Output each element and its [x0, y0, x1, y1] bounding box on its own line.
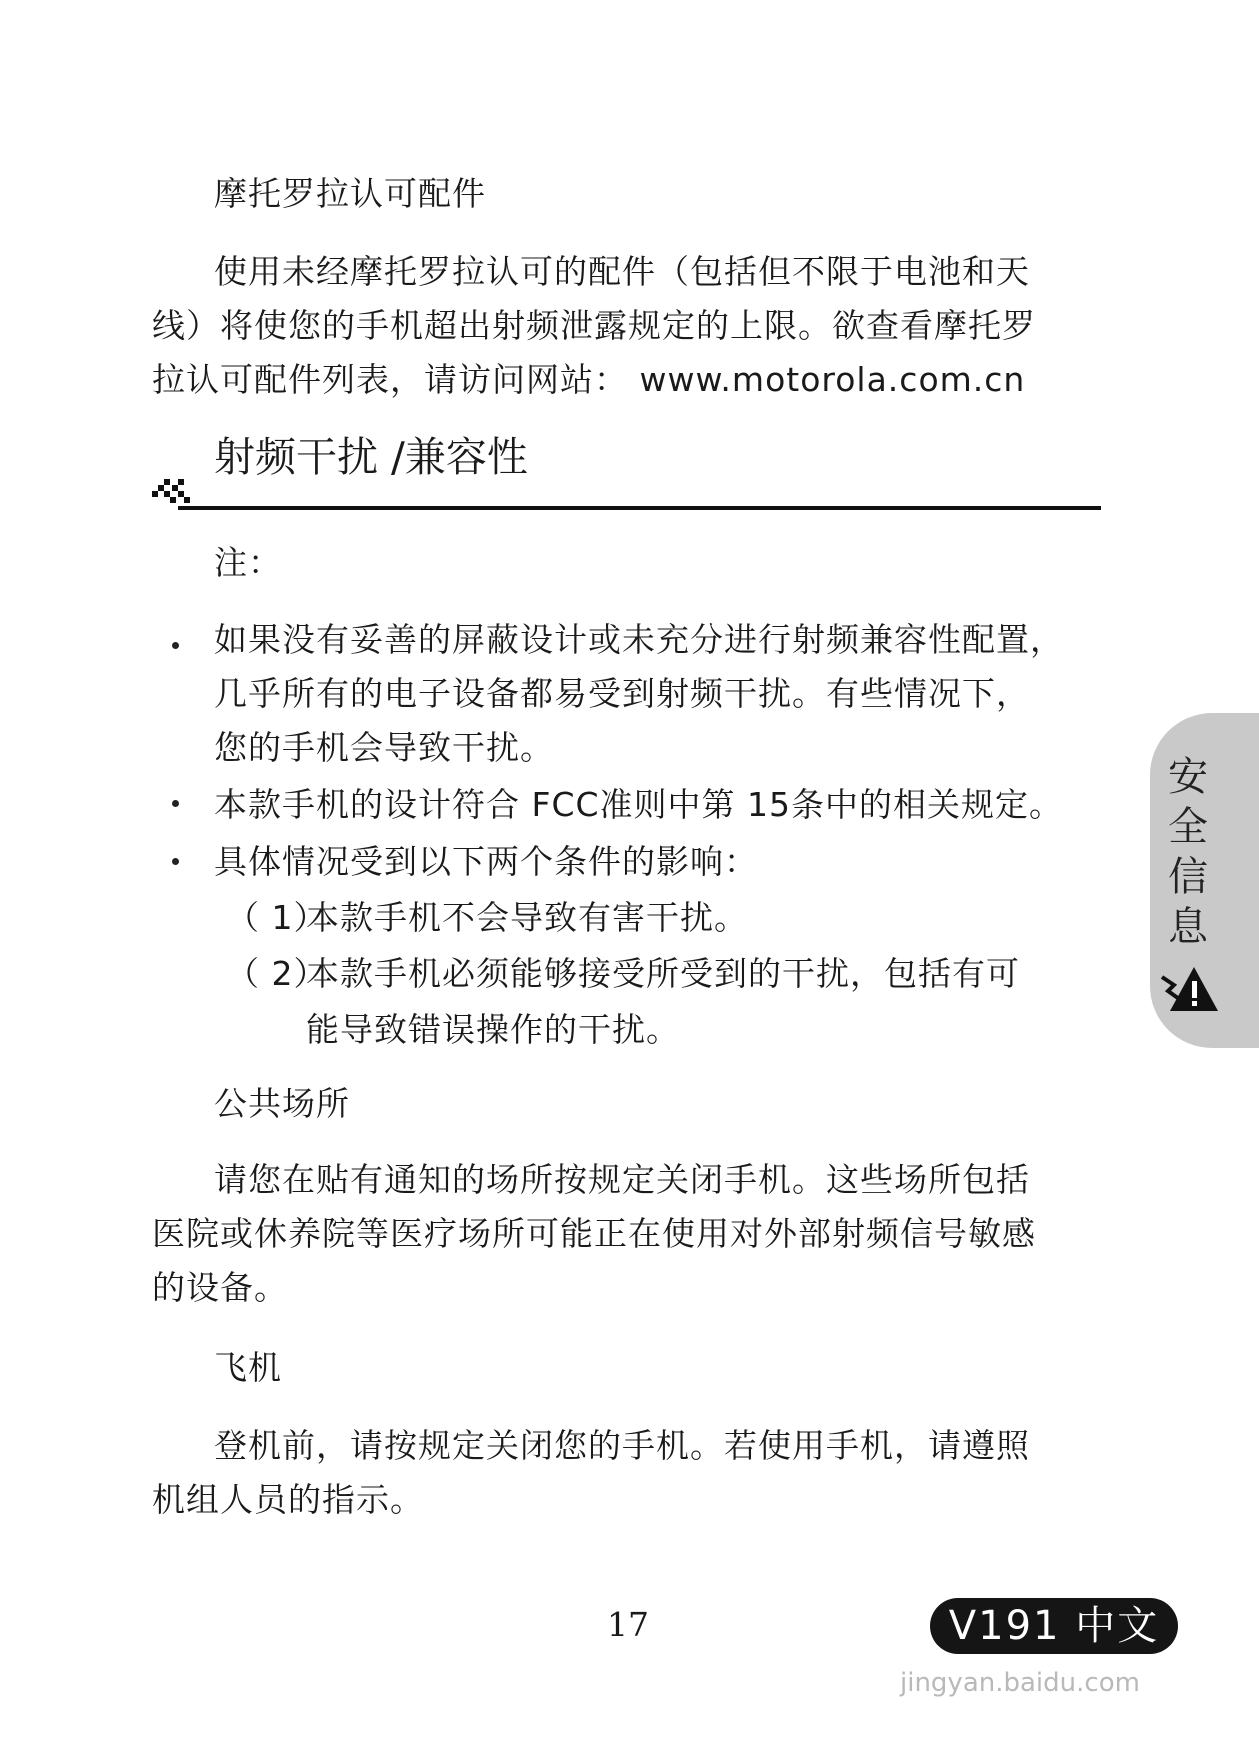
- section-title-rf-interference: 射频干扰 /兼容性: [214, 433, 528, 481]
- bullet-line: 几乎所有的电子设备都易受到射频干扰。有些情况下，: [214, 674, 1030, 713]
- page-number: 17: [607, 1605, 649, 1644]
- bullet-line: 如果没有妥善的屏蔽设计或未充分进行射频兼容性配置，: [214, 620, 1064, 659]
- section-divider: [178, 506, 1101, 510]
- section-heading-public-places: 公共场所: [214, 1084, 350, 1123]
- condition-marker: （ 1）: [226, 898, 328, 937]
- paragraph-line: 的设备。: [152, 1268, 288, 1307]
- bullet-dot: [172, 800, 179, 807]
- bullet-dot: [172, 858, 179, 865]
- condition-line: 本款手机不会导致有害干扰。: [306, 898, 748, 937]
- paragraph-line: 医院或休养院等医疗场所可能正在使用对外部射频信号敏感: [152, 1214, 1036, 1253]
- condition-line: 本款手机必须能够接受所受到的干扰，包括有可: [306, 954, 1020, 993]
- section-heading-accessories: 摩托罗拉认可配件: [214, 174, 486, 213]
- section-heading-aircraft: 飞机: [214, 1348, 282, 1387]
- warning-lightning-icon: [1160, 963, 1220, 1015]
- condition-marker: （ 2）: [226, 954, 328, 993]
- paragraph-line: 请您在贴有通知的场所按规定关闭手机。这些场所包括: [214, 1160, 1030, 1199]
- side-tab-label: 安全信息: [1168, 754, 1208, 950]
- chevron-left-double-icon: [150, 473, 194, 509]
- model-badge: V191 中文: [930, 1598, 1178, 1654]
- bullet-line: 具体情况受到以下两个条件的影响：: [214, 842, 758, 881]
- paragraph-line: 拉认可配件列表，请访问网站： www.motorola.com.cn: [152, 360, 1026, 399]
- paragraph-line: 使用未经摩托罗拉认可的配件（包括但不限于电池和天: [214, 252, 1030, 291]
- condition-line: 能导致错误操作的干扰。: [306, 1010, 680, 1049]
- watermark-text: jingyan.baidu.com: [900, 1668, 1140, 1698]
- bullet-dot: [172, 642, 179, 649]
- bullet-line: 本款手机的设计符合 FCC准则中第 15条中的相关规定。: [214, 785, 1064, 824]
- note-label: 注：: [214, 543, 282, 582]
- bullet-line: 您的手机会导致干扰。: [214, 728, 554, 767]
- paragraph-line: 机组人员的指示。: [152, 1480, 424, 1519]
- paragraph-line: 登机前，请按规定关闭您的手机。若使用手机，请遵照: [214, 1426, 1030, 1465]
- paragraph-line: 线）将使您的手机超出射频泄露规定的上限。欲查看摩托罗: [152, 306, 1036, 345]
